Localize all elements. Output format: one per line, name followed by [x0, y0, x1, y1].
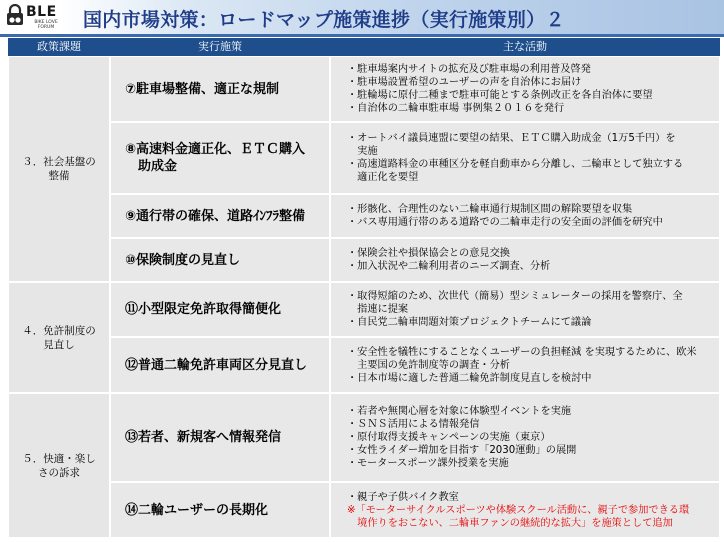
measure-10: ⑩保険制度の見直し: [110, 238, 330, 282]
activities-12: [330, 337, 720, 393]
page-title: 国内市場対策：ロードマップ施策進捗（実行施策別）２: [83, 9, 565, 31]
bike-lock-icon: [4, 4, 26, 26]
header-underline: [0, 34, 724, 37]
activity-item: ・加入状況や二輪利用者のニーズ調査、分析: [347, 261, 551, 272]
table-header-row: [8, 38, 720, 56]
activity-item: ・日本市場に適した普通二輪免許制度見直しを検討中: [347, 372, 592, 384]
activity-item: ・若者や無関心層を対象に体験型イベントを実施: [347, 406, 572, 417]
activities-7: [330, 56, 720, 122]
added-measure-note: ※「モーターサイクルスポーツや体験スクール活動に、親子で参加できる環 境作りをおこない、二輪車ファンの継続的な拡大」を施策として追加: [347, 504, 690, 529]
activity-item: ・オートバイ議員連盟に要望の結果、ＥＴＣ購入助成金（1万5千円）を 実施: [347, 133, 676, 157]
activity-item: ・安全性を犠牲にすることなくユーザーの負担軽減 を実現するために、欧米 主要国の免許制度等の調査・分析: [347, 346, 697, 371]
activity-item: ・駐車場案内サイトの拡充及び駐車場の利用普及啓発: [347, 64, 591, 75]
activities-8: [330, 122, 720, 194]
activity-item: ・モータースポーツ課外授業を実施: [347, 458, 509, 469]
activity-item: ・ＳＮＳ活用による情報発信: [347, 419, 480, 430]
measure-13: ⑬若者、新規客へ情報発信: [110, 393, 330, 482]
activity-item: ・駐輪場に原付二種まで駐車可能とする条例改正を各自治体に要望: [347, 90, 653, 101]
activities-9: [330, 194, 720, 238]
activity-item: ・高速道路料金の車種区分を軽自動車から分離し、二輪車として独立する 適正化を要望: [347, 159, 684, 183]
activities-14: [330, 482, 720, 538]
category-social-infrastructure: ３．社会基盤の 整備: [8, 56, 110, 282]
activities-11: [330, 282, 720, 337]
header-policy-issue: 政策課題: [37, 40, 81, 53]
activity-item: ・親子や子供バイク教室: [347, 491, 459, 503]
slide-header: [0, 0, 724, 36]
activity-item: ・駐車場設置希望のユーザーの声を自治体にお届け: [347, 77, 582, 88]
measure-8: ⑧高速料金適正化、ＥＴＣ購入 助成金: [110, 122, 330, 194]
activity-item: ・自治体の二輪車駐車場 事例集２０１６を発行: [347, 103, 565, 114]
activity-item: ・形骸化、合理性のない二輪車通行規制区間の解除要望を収集: [347, 204, 633, 215]
activity-item: ・原付取得支援キャンペーンの実施（東京）: [347, 432, 551, 443]
measure-12: ⑫普通二輪免許車両区分見直し: [110, 337, 330, 393]
logo-text: BLE: [26, 4, 57, 20]
activity-item: ・取得短縮のため、次世代（簡易）型シミュレーターの採用を警察庁、全 指連に提案: [347, 291, 683, 315]
category-comfort-enjoyment: ５．快適・楽し さの訴求: [8, 393, 110, 538]
measure-7: ⑦駐車場整備、適正な規制: [110, 56, 330, 122]
roadmap-table: [8, 56, 720, 538]
logo-subtext: BIKE LOVE FORUM: [34, 20, 58, 30]
activities-13: [330, 393, 720, 482]
measure-11: ⑪小型限定免許取得簡便化: [110, 282, 330, 337]
activity-item: ・自民党二輪車問題対策プロジェクトチームにて議論: [347, 317, 592, 328]
activities-10: [330, 238, 720, 282]
activity-item: ・女性ライダー増加を目指す「2030運動」の展開: [347, 445, 577, 456]
measure-9: ⑨通行帯の確保、道路ｲﾝﾌﾗ整備: [110, 194, 330, 238]
activity-item: ・保険会社や損保協会との意見交換: [347, 248, 510, 259]
header-main-activity: 主な活動: [503, 40, 547, 53]
measure-14: ⑭二輪ユーザーの長期化: [110, 482, 330, 538]
activity-item: ・バス専用通行帯のある道路での二輪車走行の安全面の評価を研究中: [347, 217, 663, 228]
category-license-system: ４．免許制度の 見直し: [8, 282, 110, 393]
ble-logo: [4, 2, 64, 34]
header-measure: 実行施策: [198, 40, 242, 53]
